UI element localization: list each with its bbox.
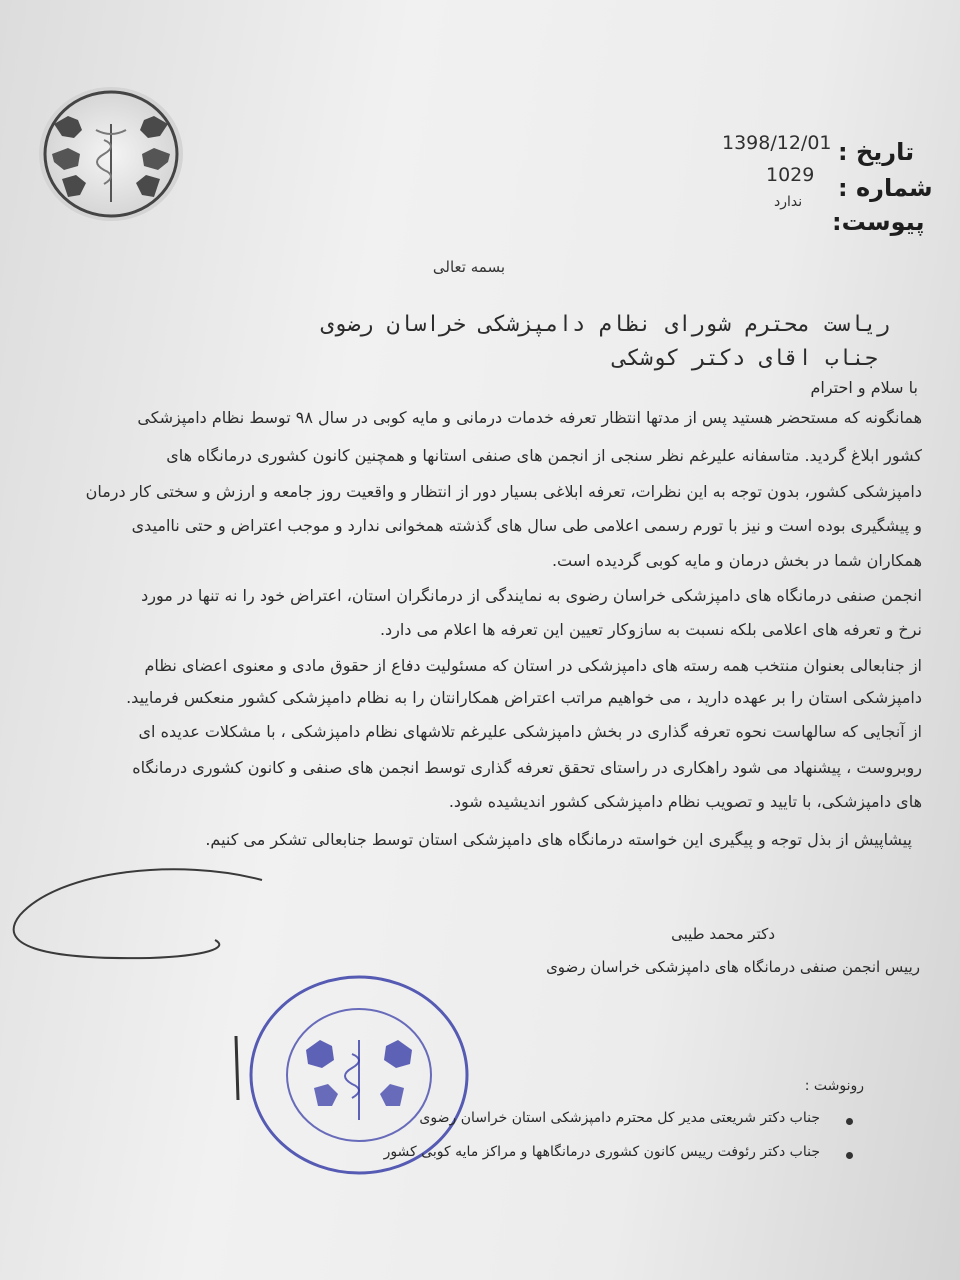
body-line: کشور ابلاغ گردید. متاسفانه علیرغم نظر سنجی از انجمن های صنفی استانها و همچنین کانون کشوری درمانگاه های: [166, 446, 922, 465]
number-value: 1029: [766, 164, 815, 186]
addressee-line-2: جناب اقای دکتر کوشکی: [613, 346, 878, 371]
date-label: تاریخ :: [838, 138, 915, 166]
cc-item: جناب دکتر رئوفت رییس کانون کشوری درمانگاهها و مراکز مایه کوبی کشور: [383, 1144, 820, 1160]
body-line: روبروست ، پیشنهاد می شود راهکاری در راستای تحقق تعرفه گذاری توسط انجمن های صنفی و کانون کشوری درمانگاه: [132, 758, 922, 777]
bullet-icon: [846, 1152, 853, 1159]
body-line: دامپزشکی کشور، بدون توجه به این نظرات، تعرفه ابلاغی بسیار دور از انتظار و واقعیت روز جامعه و ارزش و سختی کار درمان: [85, 482, 922, 501]
greeting: با سلام و احترام: [810, 378, 918, 397]
body-line: دامپزشکی استان را بر عهده دارید ، می خواهیم مراتب اعتراض همکارانتان را به نظام دامپزشکی کشور منعکس فرمایید.: [126, 688, 922, 707]
cc-item: جناب دکتر شریعتی مدیر کل محترم دامپزشکی استان خراسان رضوی: [419, 1110, 820, 1126]
addressee-line-1: ریاست محترم شورای نظام دامپزشکی خراسان رضوی: [320, 312, 890, 337]
body-line: همکاران شما در بخش درمان و مایه کوبی گردیده است.: [551, 551, 922, 570]
number-label: شماره :: [838, 174, 933, 202]
body-line: از آنجایی که سالهاست نحوه تعرفه گذاری در بخش دامپزشکی علیرغم تلاشهای نظام دامپزشکی ، با مشکلات عدیده ای: [138, 722, 922, 741]
attachment-label: پیوست:: [832, 208, 925, 236]
body-line: های دامپزشکی، با تایید و تصویب نظام دامپزشکی کشور اندیشیده شود.: [448, 792, 922, 811]
signatory-name: دکتر محمد طیبی: [671, 925, 775, 943]
date-value: 1398/12/01: [722, 132, 832, 154]
body-line: از جنابعالی بعنوان منتخب همه رسته های دامپزشکی در استان که مسئولیت دفاع از حقوق مادی و معنوی اعضای نظام: [144, 656, 922, 675]
bullet-icon: [846, 1118, 853, 1125]
body-line: انجمن صنفی درمانگاه های دامپزشکی خراسان رضوی به نمایندگی از درمانگران استان، اعتراض خود را نه تنها در مورد: [141, 586, 922, 605]
body-line: همانگونه که مستحضر هستید پس از مدتها انتظار تعرفه خدمات درمانی و مایه کوبی در سال ۹۸ توسط نظام دامپزشکی: [137, 408, 922, 427]
attachment-value: ندارد: [774, 194, 803, 210]
body-line: پیشاپیش از بذل توجه و پیگیری این خواسته درمانگاه های دامپزشکی استان توسط جنابعالی تشکر می کنیم.: [205, 830, 912, 849]
veterinary-logo-icon: [36, 84, 186, 224]
basmala: بسمه تعالی: [432, 258, 505, 276]
cc-heading: رونوشت :: [804, 1078, 864, 1094]
signatory-title: رییس انجمن صنفی درمانگاه های دامپزشکی خراسان رضوی: [546, 958, 920, 976]
body-line: و پیشگیری بوده است و نیز با تورم رسمی اعلامی طی سال های گذشته همخوانی ندارد و موجب اعتراض و حتی ناامیدی: [131, 516, 922, 535]
body-line: نرخ و تعرفه های اعلامی بلکه نسبت به سازوکار تعیین این تعرفه ها اعلام می دارد.: [379, 620, 922, 639]
